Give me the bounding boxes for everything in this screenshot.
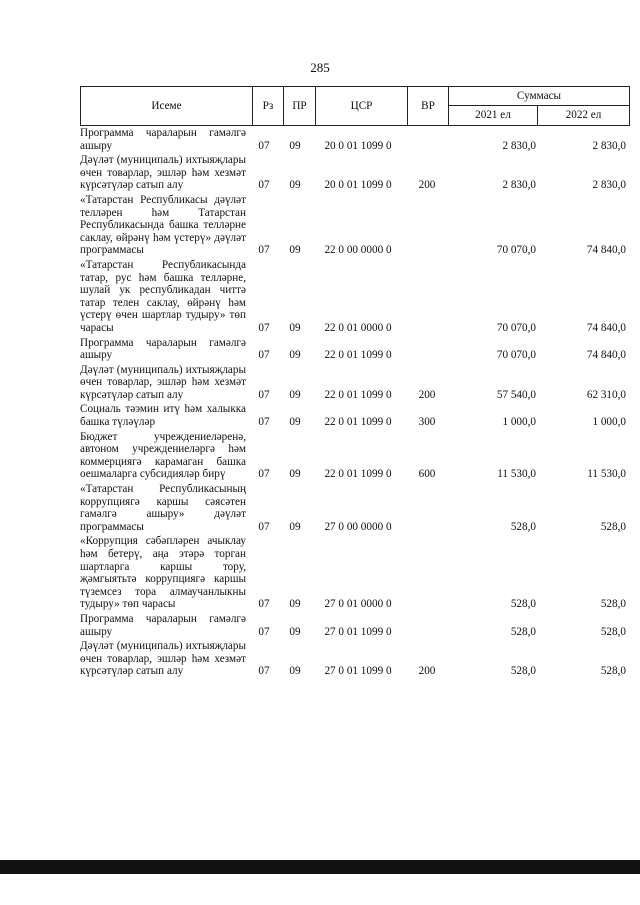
row-name: Дәүләт (муниципаль) ихтыяҗлары өчен товарлар, эшләр һәм хезмәт күрсәтүләр сатып алу <box>80 154 246 192</box>
row-csr: 22 0 01 1099 0 <box>324 468 392 481</box>
header-rz: Рз <box>252 87 283 125</box>
row-pr: 09 <box>289 598 301 611</box>
row-rz: 07 <box>258 598 270 611</box>
row-csr: 27 0 01 0000 0 <box>324 598 392 611</box>
row-amount-2021: 70 070,0 <box>496 244 536 257</box>
table-row <box>80 258 630 336</box>
row-amount-2021: 70 070,0 <box>496 349 536 362</box>
table-row <box>80 612 630 639</box>
row-amount-2022: 62 310,0 <box>586 388 626 401</box>
row-vr: 600 <box>418 468 436 481</box>
row-amount-2022: 528,0 <box>600 625 626 638</box>
row-pr: 09 <box>289 625 301 638</box>
row-name: Дәүләт (муниципаль) ихтыяҗлары өчен товарлар, эшләр һәм хезмәт күрсәтүләр сатып алу <box>80 363 246 401</box>
header-csr: ЦСР <box>315 87 407 125</box>
row-csr: 27 0 01 1099 0 <box>324 665 392 678</box>
row-amount-2021: 57 540,0 <box>496 388 536 401</box>
row-amount-2021: 1 000,0 <box>502 416 536 429</box>
header-name: Исеме <box>80 87 252 125</box>
row-csr: 20 0 01 1099 0 <box>324 179 392 192</box>
row-csr: 22 0 00 0000 0 <box>324 244 392 257</box>
row-name: Бюджет учреждениеләренә, автоном учреждениеләргә һәм коммерциягә карамаган башка оешмаларга субсидияләр бирү <box>80 430 246 481</box>
row-vr: 200 <box>418 665 436 678</box>
row-rz: 07 <box>258 468 270 481</box>
row-rz: 07 <box>258 139 270 152</box>
table-row <box>80 402 630 429</box>
row-csr: 22 0 01 0000 0 <box>324 321 392 334</box>
header-year-2021: 2021 ел <box>448 106 537 125</box>
row-pr: 09 <box>289 665 301 678</box>
row-amount-2021: 2 830,0 <box>502 179 536 192</box>
row-vr: 200 <box>418 179 436 192</box>
row-rz: 07 <box>258 625 270 638</box>
row-pr: 09 <box>289 321 301 334</box>
row-pr: 09 <box>289 179 301 192</box>
row-csr: 22 0 01 1099 0 <box>324 349 392 362</box>
row-amount-2022: 528,0 <box>600 520 626 533</box>
row-pr: 09 <box>289 520 301 533</box>
row-name: Дәүләт (муниципаль) ихтыяҗлары өчен товарлар, эшләр һәм хезмәт күрсәтүләр сатып алу <box>80 640 246 678</box>
row-name: «Татарстан Республикасында татар, рус һәм башка телләрне, шулай ук республикадан читтә татар телен саклау, өйрәнү һәм үстерү өчен шартлар тудыру» төп чарасы <box>80 258 246 334</box>
row-amount-2021: 70 070,0 <box>496 321 536 334</box>
row-amount-2022: 528,0 <box>600 665 626 678</box>
table-row <box>80 126 630 153</box>
page-number: 285 <box>310 60 330 75</box>
row-pr: 09 <box>289 139 301 152</box>
row-name: Социаль тәэмин итү һәм халыкка башка түләүләр <box>80 403 246 429</box>
row-amount-2021: 528,0 <box>510 520 536 533</box>
row-amount-2022: 1 000,0 <box>592 416 626 429</box>
row-pr: 09 <box>289 388 301 401</box>
row-csr: 27 0 01 1099 0 <box>324 625 392 638</box>
table-row <box>80 639 630 679</box>
header-sums: Суммасы <box>448 87 630 106</box>
row-rz: 07 <box>258 416 270 429</box>
row-rz: 07 <box>258 179 270 192</box>
table-row <box>80 482 630 534</box>
row-amount-2022: 74 840,0 <box>586 349 626 362</box>
row-amount-2021: 528,0 <box>510 625 536 638</box>
row-amount-2022: 74 840,0 <box>586 244 626 257</box>
row-rz: 07 <box>258 321 270 334</box>
row-name: Программа чараларын гамәлгә ашыру <box>80 612 246 638</box>
row-rz: 07 <box>258 520 270 533</box>
row-amount-2022: 528,0 <box>600 598 626 611</box>
row-csr: 22 0 01 1099 0 <box>324 388 392 401</box>
table-header <box>80 86 630 126</box>
header-vr: ВР <box>407 87 448 125</box>
row-vr: 200 <box>418 388 436 401</box>
row-csr: 27 0 00 0000 0 <box>324 520 392 533</box>
scan-edge-bar <box>0 860 640 874</box>
row-name: «Татарстан Республикасының коррупциягә каршы сәясәтен гамәлгә ашыру» дәүләт программасы <box>80 483 246 533</box>
row-amount-2022: 11 530,0 <box>587 468 626 481</box>
row-pr: 09 <box>289 468 301 481</box>
table-row <box>80 336 630 363</box>
table-row <box>80 193 630 258</box>
row-amount-2022: 2 830,0 <box>592 139 626 152</box>
row-name: «Татарстан Республикасы дәүләт телләрен һәм Татарстан Республикасында башка телләрне саклау, өйрәнү һәм үстерү» дәүләт программасы <box>80 193 246 257</box>
row-amount-2021: 2 830,0 <box>502 139 536 152</box>
row-rz: 07 <box>258 388 270 401</box>
row-csr: 20 0 01 1099 0 <box>324 139 392 152</box>
row-amount-2021: 528,0 <box>510 665 536 678</box>
row-rz: 07 <box>258 349 270 362</box>
header-pr: ПР <box>283 87 315 125</box>
row-rz: 07 <box>258 665 270 678</box>
row-amount-2022: 2 830,0 <box>592 179 626 192</box>
table-row <box>80 430 630 482</box>
row-pr: 09 <box>289 244 301 257</box>
row-amount-2021: 528,0 <box>510 598 536 611</box>
row-vr: 300 <box>418 416 436 429</box>
header-year-2022: 2022 ел <box>537 106 630 125</box>
row-rz: 07 <box>258 244 270 257</box>
row-pr: 09 <box>289 349 301 362</box>
row-name: «Коррупция сәбәпләрен ачыклау һәм бетерү, аңа этәрә торган шартларга каршы тору, җәмгыятьтә коррупциягә каршы түземсез тора алмаучанлыкны тудыру» төп чарасы <box>80 535 246 611</box>
table-row <box>80 534 630 612</box>
table-body <box>80 126 630 679</box>
row-amount-2021: 11 530,0 <box>497 468 536 481</box>
row-name: Программа чараларын гамәлгә ашыру <box>80 336 246 362</box>
table-row <box>80 153 630 193</box>
budget-table <box>80 86 630 679</box>
row-amount-2022: 74 840,0 <box>586 321 626 334</box>
row-name: Программа чараларын гамәлгә ашыру <box>80 127 246 152</box>
row-pr: 09 <box>289 416 301 429</box>
table-row <box>80 363 630 403</box>
row-csr: 22 0 01 1099 0 <box>324 416 392 429</box>
